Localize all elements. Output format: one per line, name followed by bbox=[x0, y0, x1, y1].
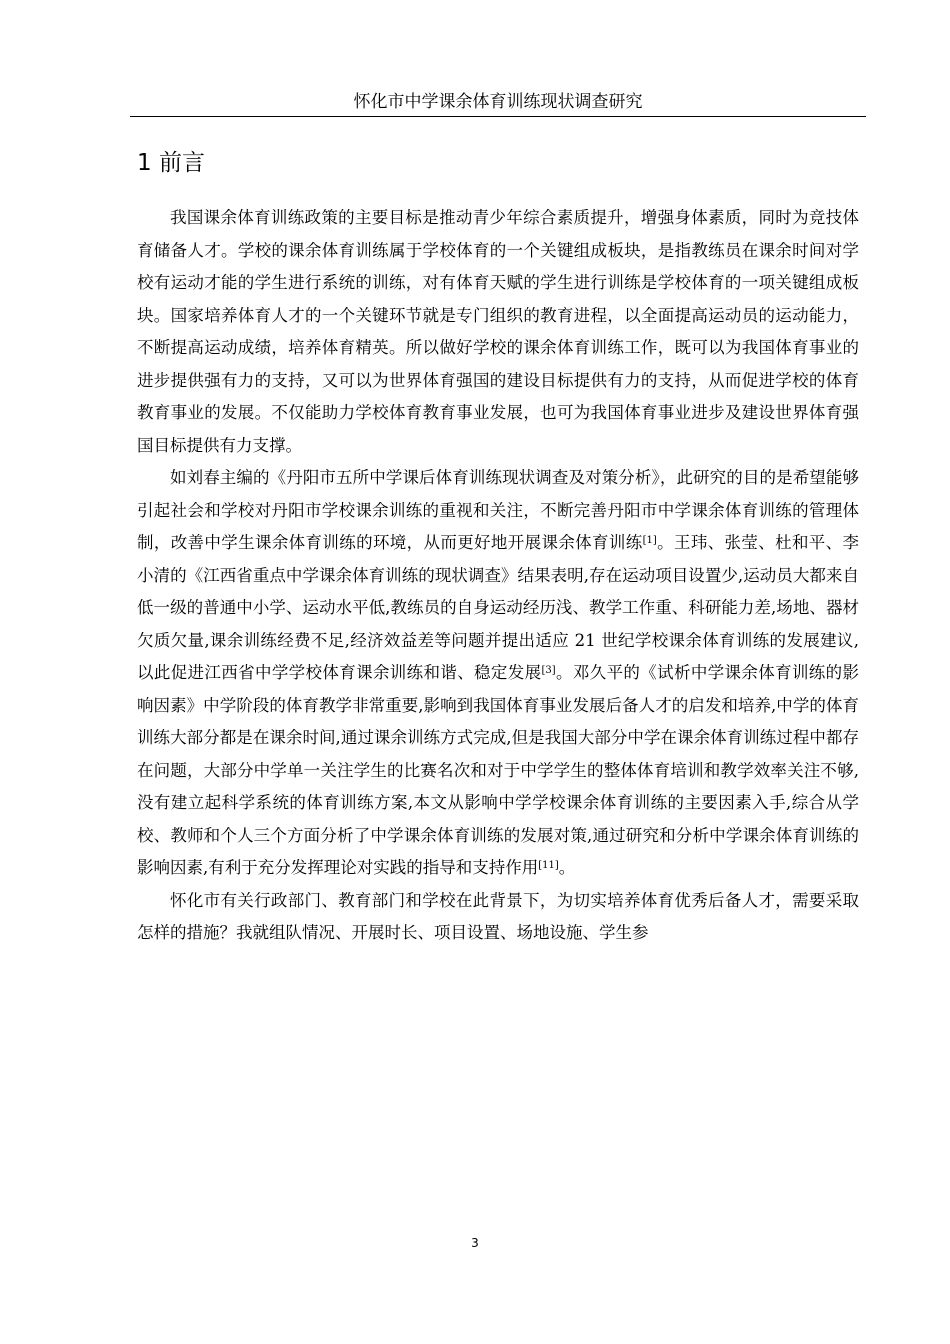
citation-3: [3] bbox=[541, 665, 556, 676]
header-divider bbox=[130, 116, 866, 117]
paragraph-1: 我国课余体育训练政策的主要目标是推动青少年综合素质提升，增强身体素质，同时为竞技体育储备人才。学校的课余体育训练属于学校体育的一个关键组成板块，是指教练员在课余时间对学校有运动才能的学生进行系统的训练，对有体育天赋的学生进行训练是学校体育的一项关键组成板块。国家培养体育人才的一个关键环节就是专门组织的教育进程，以全面提高运动员的运动能力，不断提高运动成绩，培养体育精英。所以做好学校的课余体育训练工作，既可以为我国体育事业的进步提供强有力的支持，又可以为世界体育强国的建设目标提供有力的支持，从而促进学校的体育教育事业的发展。不仅能助力学校体育教育事业发展，也可为我国体育事业进步及建设世界体育强国目标提供有力支撑。 bbox=[137, 208, 859, 455]
section-title: 1 前言 bbox=[137, 150, 205, 176]
body-text bbox=[137, 202, 859, 950]
citation-11: [11] bbox=[538, 860, 559, 871]
paragraph-2-text-d: 。 bbox=[558, 858, 576, 877]
running-header: 怀化市中学课余体育训练现状调查研究 bbox=[353, 92, 643, 112]
citation-1: [1] bbox=[642, 535, 657, 546]
paragraph-2-text-c: 。邓久平的《试析中学课余体育训练的影响因素》中学阶段的体育教学非常重要,影响到我国体育事业发展后备人才的启发和培养,中学的体育训练大部分都是在课余时间,通过课余训练方式完成,但是我国大部分中学在课余体育训练过程中都存在问题，大部分中学单一关注学生的比赛名次和对于中学学生的整体体育培训和教学效率关注不够,没有建立起科学系统的体育训练方案,本文从影响中学学校课余体育训练的主要因素入手,综合从学校、教师和个人三个方面分析了中学课余体育训练的发展对策,通过研究和分析中学课余体育训练的影响因素,有利于充分发挥理论对实践的指导和支持作用 bbox=[137, 663, 860, 877]
paragraph-2-text-b: 。王玮、张莹、杜和平、李小清的《江西省重点中学课余体育训练的现状调查》结果表明,存在运动项目设置少,运动员大都来自低一级的普通中小学、运动水平低,教练员的自身运动经历浅、教学工作重、科研能力差,场地、器材欠质欠量,课余训练经费不足,经济效益差等问题并提出适应 21 世纪学校课余体育训练的发展建议,以此促进江西省中学学校体育课余训练和谐、稳定发展 bbox=[137, 533, 860, 682]
paragraph-2 bbox=[137, 462, 859, 885]
page-number: 3 bbox=[471, 1236, 479, 1250]
paragraph-3: 怀化市有关行政部门、教育部门和学校在此背景下，为切实培养体育优秀后备人才，需要采取怎样的措施？我就组队情况、开展时长、项目设置、场地设施、学生参 bbox=[137, 890, 859, 942]
paragraph-2-text-a: 如刘春主编的《丹阳市五所中学课后体育训练现状调查及对策分析》，此研究的目的是希望能够引起社会和学校对丹阳市学校课余训练的重视和关注，不断完善丹阳市中学课余体育训练的管理体制，改善中学生课余体育训练的环境，从而更好地开展课余体育训练 bbox=[137, 468, 859, 552]
